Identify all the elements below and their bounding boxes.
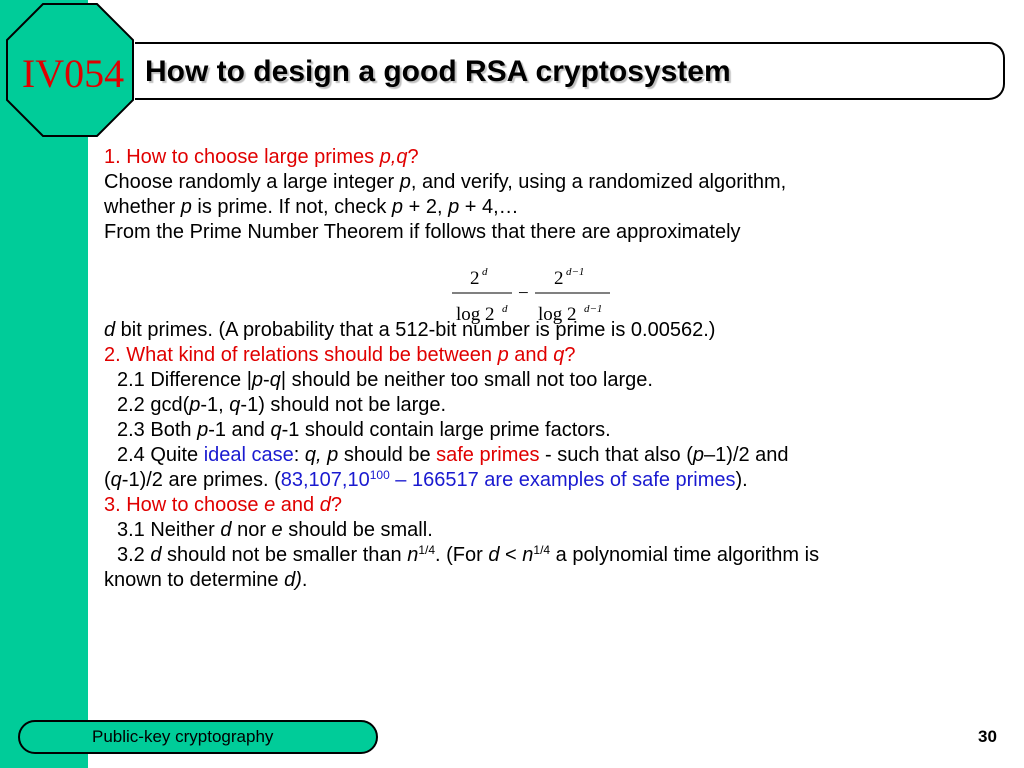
denominator-1: log 2 [456, 304, 495, 325]
q3-heading: 3. How to choose e and d? [104, 494, 342, 516]
q3-item-3-1: 3.1 Neither d nor e should be small. [117, 519, 433, 541]
denominator-1-exp: d [502, 303, 508, 315]
prime-count-formula [450, 262, 630, 332]
q2-heading: 2. What kind of relations should be between p and q? [104, 344, 576, 366]
page-number: 30 [978, 727, 997, 746]
q3-item-3-2: 3.2 d should not be smaller than $n^{1/4}$. (For $d < n^{1/4}$ a polynomial time algorithm is [117, 543, 820, 566]
numerator-1-exp: d [482, 266, 488, 278]
q1-text-line1: Choose randomly a large integer p, and verify, using a randomized algorithm, [104, 171, 787, 193]
ideal-case-highlight: ideal case [203, 444, 294, 466]
numerator-2-exp: d−1 [566, 266, 585, 278]
numerator-2: 2 [554, 268, 564, 289]
q1-text-line4: d bit primes. (A probability that a 512-bit number is prime is 0.00562.) [104, 319, 716, 341]
minus-sign: − [518, 283, 529, 304]
q2-item-2-4-cont: (q-1)/2 are primes. (83,107,10$^{100}$ – 166517 are examples of safe primes). [104, 468, 748, 491]
footer-label: Public-key cryptography [92, 727, 274, 746]
denominator-2-exp: d−1 [584, 303, 603, 315]
course-code: IV054 [21, 51, 125, 96]
numerator-1: 2 [470, 268, 480, 289]
q1-heading: 1. How to choose large primes p,q? [104, 146, 419, 168]
q3-item-3-2-cont: known to determine d). [104, 569, 308, 591]
slide-title: How to design a good RSA cryptosystem [145, 55, 731, 88]
q1-text-line2: whether p is prime. If not, check p + 2, p + 4,… [104, 196, 519, 218]
slide-content [104, 145, 994, 593]
q2-item-2-2: 2.2 gcd(p-1, q-1) should not be large. [117, 394, 447, 416]
q1-text-line3: From the Prime Number Theorem if follows that there are approximately [104, 221, 741, 243]
q2-item-2-4: 2.4 Quite ideal case: q, p should be safe primes - such that also (p–1)/2 and [117, 444, 789, 466]
safe-primes-highlight: safe primes [436, 444, 540, 466]
q2-item-2-3: 2.3 Both p-1 and q-1 should contain large prime factors. [117, 419, 611, 441]
denominator-2: log 2 [538, 304, 577, 325]
q2-item-2-1: 2.1 Difference |p-q| should be neither too small not too large. [117, 369, 653, 391]
safe-primes-examples: 83,107,10$^{100}$ – 166517 are examples of safe primes [280, 468, 736, 491]
